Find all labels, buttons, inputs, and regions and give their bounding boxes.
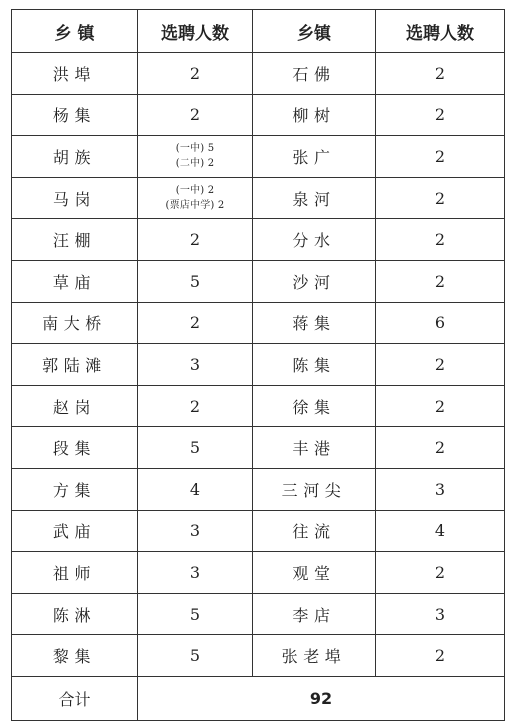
town-name: 三河尖 [253,468,376,510]
town-name: 马岗 [12,177,138,219]
table-row [12,593,505,635]
total-row [12,676,505,720]
table-row [12,385,505,427]
town-name: 陈集 [253,344,376,386]
recruit-count [138,136,253,178]
recruit-count: 2 [138,219,253,261]
recruit-count: 4 [376,510,505,552]
town-name: 陈淋 [12,593,138,635]
table-row [12,260,505,302]
table-row [12,177,505,219]
recruit-count: 4 [138,468,253,510]
town-name: 沙河 [253,260,376,302]
recruit-count: 3 [376,468,505,510]
town-name: 李店 [253,593,376,635]
town-name: 黎集 [12,635,138,677]
table-row [12,302,505,344]
town-name: 柳树 [253,94,376,136]
recruit-count: 2 [376,94,505,136]
recruit-count: 5 [138,427,253,469]
recruit-count: 6 [376,302,505,344]
recruit-count: 2 [376,344,505,386]
table-row [12,552,505,594]
town-name: 张老埠 [253,635,376,677]
town-name: 丰港 [253,427,376,469]
school-count-line: (二中) 2 [175,158,215,170]
recruit-count [138,177,253,219]
town-name: 张广 [253,136,376,178]
town-name: 石佛 [253,53,376,95]
town-name: 蒋集 [253,302,376,344]
table-row [12,510,505,552]
town-name: 泉河 [253,177,376,219]
recruitment-table [11,9,505,721]
town-name: 方集 [12,468,138,510]
school-count-line: (一中) 5 [175,143,215,155]
recruit-count: 3 [376,593,505,635]
table-row [12,427,505,469]
town-name: 赵岗 [12,385,138,427]
school-count-line: (一中) 2 [175,185,215,197]
town-name: 洪埠 [12,53,138,95]
recruit-count: 2 [376,136,505,178]
school-count-line: (票店中学) 2 [165,200,225,212]
table-row [12,635,505,677]
header-town-2: 乡镇 [253,10,376,53]
recruit-count: 2 [138,53,253,95]
town-name: 胡族 [12,136,138,178]
recruit-count: 2 [376,635,505,677]
town-name: 杨集 [12,94,138,136]
town-name: 分水 [253,219,376,261]
total-value: 92 [138,676,505,720]
recruit-count: 2 [376,385,505,427]
town-name: 草庙 [12,260,138,302]
town-name: 郭陆滩 [12,344,138,386]
recruit-count: 5 [138,635,253,677]
recruit-count: 2 [376,219,505,261]
town-name: 往流 [253,510,376,552]
town-name: 徐集 [253,385,376,427]
recruit-count: 5 [138,260,253,302]
town-name: 汪棚 [12,219,138,261]
recruit-count: 3 [138,344,253,386]
town-name: 南大桥 [12,302,138,344]
header-row [12,10,505,53]
recruit-count: 2 [138,94,253,136]
recruit-count: 5 [138,593,253,635]
header-count-2: 选聘人数 [376,10,505,53]
table-row [12,53,505,95]
table-row [12,136,505,178]
recruit-count: 3 [138,552,253,594]
header-town-1: 乡 镇 [12,10,138,53]
recruit-count: 2 [376,427,505,469]
table-row [12,468,505,510]
header-count-1: 选聘人数 [138,10,253,53]
recruit-count: 2 [376,53,505,95]
recruit-count: 2 [376,552,505,594]
total-label: 合计 [12,676,138,720]
town-name: 段集 [12,427,138,469]
table-row [12,344,505,386]
table-body [12,10,505,721]
town-name: 祖师 [12,552,138,594]
recruit-count: 2 [376,177,505,219]
recruit-count: 2 [138,302,253,344]
table-row [12,94,505,136]
town-name: 观堂 [253,552,376,594]
town-name: 武庙 [12,510,138,552]
recruit-count: 2 [376,260,505,302]
recruit-count: 3 [138,510,253,552]
recruit-count: 2 [138,385,253,427]
table-row [12,219,505,261]
